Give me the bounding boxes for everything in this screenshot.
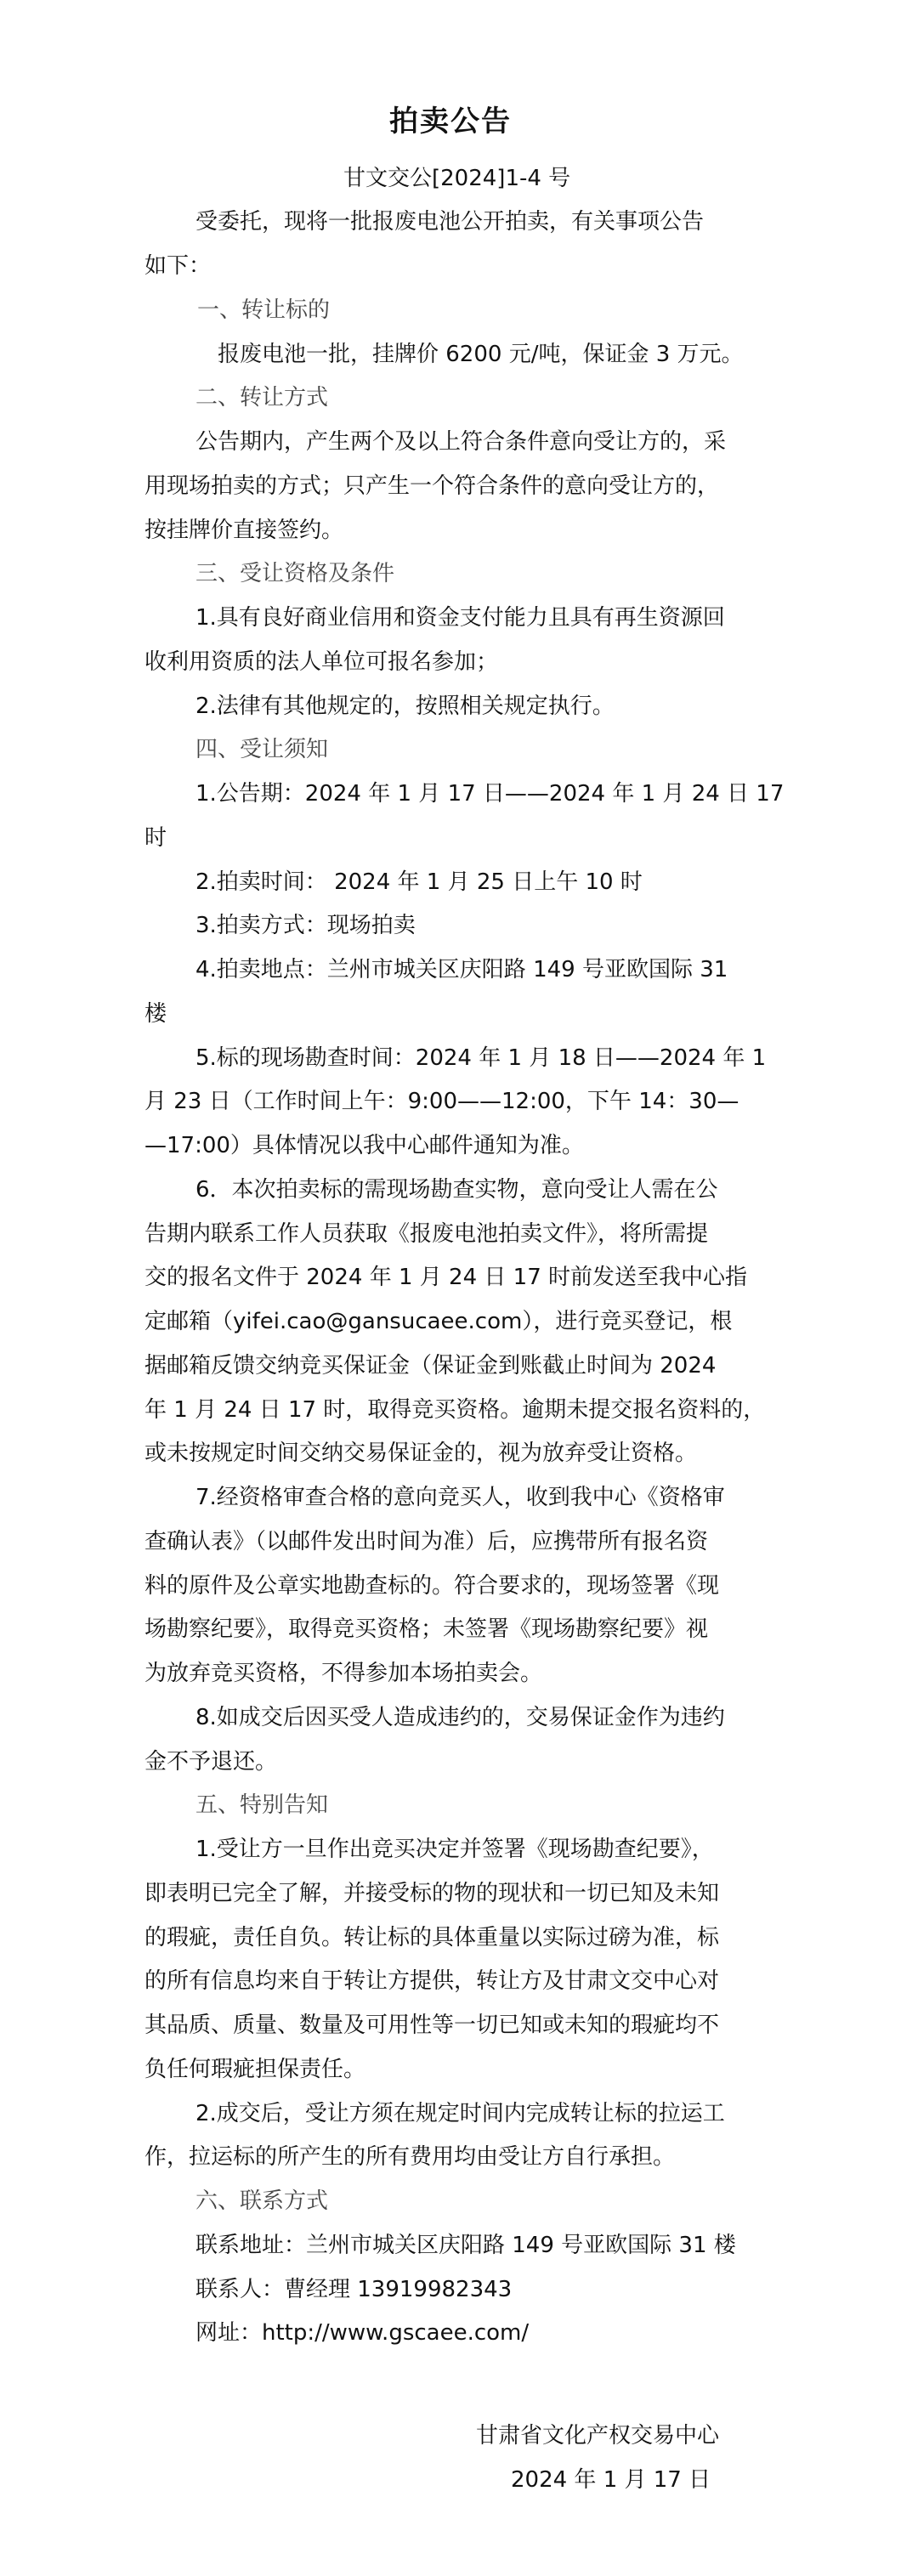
paragraph-line: 负任何瑕疵担保责任。 (144, 2057, 366, 2082)
paragraph-line: 定邮箱（yifei.cao@gansucaee.com），进行竞买登记，根 (144, 1309, 733, 1334)
paragraph-line: 2.成交后，受让方须在规定时间内完成转让标的拉运工 (196, 2101, 725, 2126)
paragraph-line: 1.具有良好商业信用和资金支付能力且具有再生资源回 (196, 605, 725, 631)
paragraph-line: 报废电池一批，挂牌价 6200 元/吨，保证金 3 万元。 (218, 342, 744, 367)
intro-line: 受委托，现将一批报废电池公开拍卖，有关事项公告 (196, 209, 705, 235)
page-title: 拍卖公告 (389, 105, 512, 139)
paragraph-line: 月 23 日（工作时间上午：9:00——12:00，下午 14：30— (144, 1089, 740, 1114)
paragraph-line: 或未按规定时间交纳交易保证金的，视为放弃受让资格。 (144, 1441, 698, 1466)
section-heading-transfer-method: 二、转让方式 (196, 385, 329, 410)
document-number: 甘文交公[2024]1-4 号 (343, 166, 571, 191)
section-heading-special-notice: 五、特别告知 (196, 1792, 329, 1818)
paragraph-line: 公告期内，产生两个及以上符合条件意向受让方的，采 (196, 429, 727, 455)
paragraph-line: 收利用资质的法人单位可报名参加； (144, 649, 499, 675)
paragraph-line: 7.经资格审查合格的意向竞买人，收到我中心《资格审 (196, 1485, 725, 1510)
paragraph-line: 的所有信息均来自于转让方提供，转让方及甘肃文交中心对 (144, 1968, 720, 1994)
issue-date: 2024 年 1 月 17 日 (511, 2467, 711, 2493)
paragraph-line: 2.拍卖时间： 2024 年 1 月 25 日上午 10 时 (196, 869, 643, 895)
section-heading-transfer-target: 一、转让标的 (197, 297, 331, 323)
paragraph-line: 按挂牌价直接签约。 (144, 518, 344, 543)
paragraph-line: 料的原件及公章实地勘查标的。符合要求的，现场签署《现 (144, 1573, 720, 1599)
section-heading-qualifications: 三、受让资格及条件 (196, 561, 395, 586)
paragraph-line: 4.拍卖地点：兰州市城关区庆阳路 149 号亚欧国际 31 (196, 957, 728, 982)
paragraph-line: 为放弃竞买资格，不得参加本场拍卖会。 (144, 1661, 543, 1686)
contact-address: 联系地址：兰州市城关区庆阳路 149 号亚欧国际 31 楼 (196, 2233, 736, 2258)
paragraph-line: 的瑕疵，责任自负。转让标的具体重量以实际过磅为准，标 (144, 1925, 720, 1950)
paragraph-line: 场勘察纪要》，取得竞买资格；未签署《现场勘察纪要》视 (144, 1616, 709, 1642)
paragraph-line: 查确认表》（以邮件发出时间为准）后，应携带所有报名资 (144, 1529, 709, 1554)
paragraph-line: 6．本次拍卖标的需现场勘查实物，意向受让人需在公 (196, 1177, 718, 1203)
paragraph-line: 5.标的现场勘查时间：2024 年 1 月 18 日——2024 年 1 (196, 1045, 767, 1071)
paragraph-line: 3.拍卖方式：现场拍卖 (196, 913, 416, 938)
contact-website: 网址：http://www.gscaee.com/ (196, 2320, 530, 2346)
paragraph-line: 即表明已完全了解，并接受标的物的现状和一切已知及未知 (144, 1881, 720, 1906)
paragraph-line: 用现场拍卖的方式；只产生一个符合条件的意向受让方的， (144, 473, 720, 499)
contact-person: 联系人：曹经理 13919982343 (196, 2277, 513, 2302)
paragraph-line: 时 (144, 825, 167, 851)
paragraph-line: 金不予退还。 (144, 1749, 278, 1775)
issuer-organization: 甘肃省文化产权交易中心 (476, 2423, 720, 2449)
paragraph-line: 交的报名文件于 2024 年 1 月 24 日 17 时前发送至我中心指 (144, 1265, 747, 1290)
paragraph-line: 1.受让方一旦作出竞买决定并签署《现场勘查纪要》， (196, 1837, 714, 1862)
paragraph-line: 2.法律有其他规定的，按照相关规定执行。 (196, 694, 615, 719)
paragraph-line: 8.如成交后因买受人造成违约的，交易保证金作为违约 (196, 1705, 725, 1730)
paragraph-line: 告期内联系工作人员获取《报废电池拍卖文件》，将所需提 (144, 1221, 709, 1247)
section-heading-contact: 六、联系方式 (196, 2188, 329, 2214)
paragraph-line: 年 1 月 24 日 17 时，取得竞买资格。逾期未提交报名资料的， (144, 1397, 766, 1423)
section-heading-notes: 四、受让须知 (196, 737, 329, 762)
paragraph-line: 楼 (144, 1001, 167, 1027)
paragraph-line: 其品质、质量、数量及可用性等一切已知或未知的瑕疵均不 (144, 2013, 720, 2038)
paragraph-line: —17:00）具体情况以我中心邮件通知为准。 (144, 1133, 584, 1158)
paragraph-line: 1.公告期：2024 年 1 月 17 日——2024 年 1 月 24 日 17 (196, 781, 785, 807)
paragraph-line: 作，拉运标的所产生的所有费用均由受让方自行承担。 (144, 2144, 676, 2170)
intro-line: 如下： (144, 253, 212, 279)
paragraph-line: 据邮箱反馈交纳竞买保证金（保证金到账截止时间为 2024 (144, 1353, 717, 1379)
